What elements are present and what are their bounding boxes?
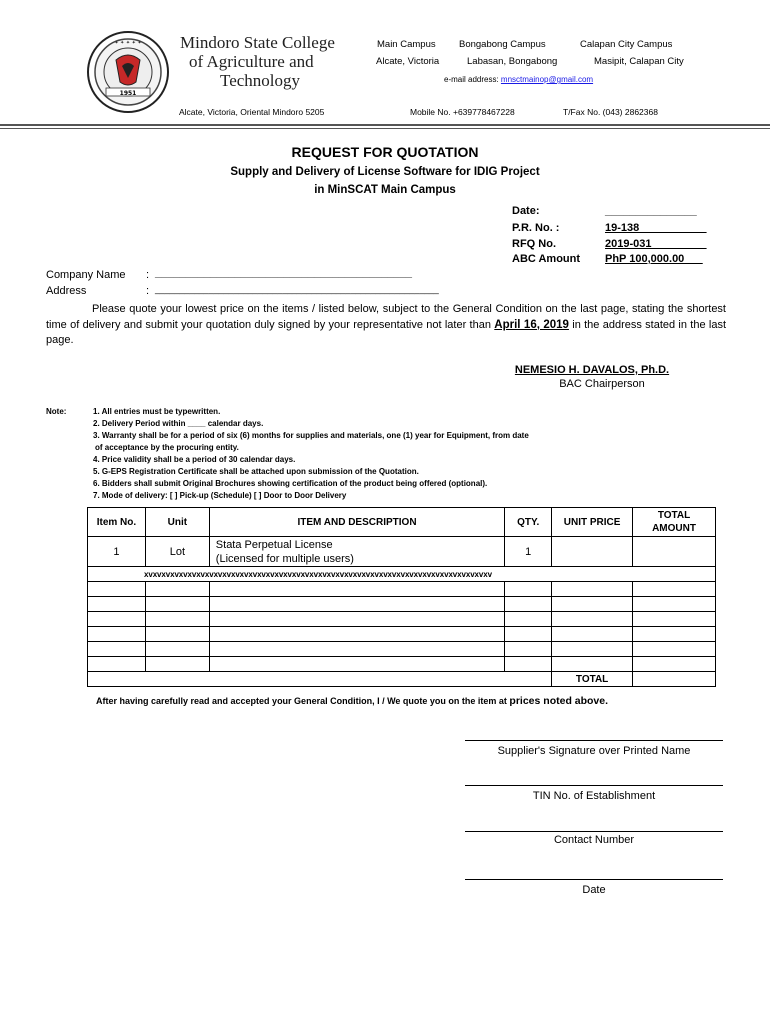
college-name-line1: Mindoro State College (180, 33, 335, 52)
note-item: 3. Warranty shall be for a period of six (6) months for supplies and materials, one (1) year for Equipment, from date (93, 431, 529, 440)
svg-text:✦ ✦ ✦ ✦ ✦: ✦ ✦ ✦ ✦ ✦ (114, 40, 142, 46)
college-name (180, 33, 335, 90)
note-item: 1. All entries must be typewritten. (93, 407, 221, 416)
note-item: 4. Price validity shall be a period of 30 calendar days. (93, 455, 296, 464)
table-header-row (88, 508, 716, 537)
cell-description (209, 537, 504, 567)
col-header-unit-price: UNIT PRICE (552, 508, 633, 537)
note-item: of acceptance by the procuring entity. (95, 443, 239, 452)
abc-amount-value: PhP 100,000.00___ (605, 253, 703, 265)
campus-bongabong-name: Bongabong Campus (459, 39, 546, 50)
address-label: Address (46, 285, 87, 297)
quotation-table (87, 507, 716, 687)
note-item: 5. G-EPS Registration Certificate shall be attached upon submission of the Quotation. (93, 467, 419, 476)
document-title: REQUEST FOR QUOTATION (291, 144, 479, 160)
col-header-item-no: Item No. (88, 508, 146, 537)
college-address: Alcate, Victoria, Oriental Mindoro 5205 (179, 107, 325, 117)
document-subtitle-line2: in MinSCAT Main Campus (314, 184, 456, 196)
telfax-number: T/Fax No. (043) 2862368 (563, 107, 658, 117)
description-line2: (Licensed for multiple users) (215, 552, 354, 565)
campus-main-name: Main Campus (377, 39, 436, 50)
table-row (88, 582, 716, 597)
mobile-number: Mobile No. +639778467228 (410, 107, 515, 117)
description-line1: Stata Perpetual License (215, 538, 333, 551)
email-link[interactable]: mnsctmainop@gmail.com (500, 75, 594, 84)
campus-calapan-name: Calapan City Campus (580, 39, 673, 50)
col-header-unit: Unit (145, 508, 209, 537)
logo-year: 1951 (119, 90, 137, 97)
acceptance-text-end: prices noted above. (509, 695, 609, 707)
instructions-text: Please quote your lowest price on the items / listed below, subject to the General Condition on the last page, stating the shortest time of delivery and submit your quotation duly signed by your representative not later than (46, 303, 726, 331)
notes-list (93, 406, 693, 502)
deadline-date: April 16, 2019 (494, 318, 569, 331)
supplier-signature-label: Supplier's Signature over Printed Name (497, 745, 691, 757)
bac-chair-name: NEMESIO H. DAVALOS, Ph.D. (514, 364, 670, 376)
table-row (88, 612, 716, 627)
col-header-total-amount: TOTAL AMOUNT (633, 508, 716, 537)
campus-bongabong-location: Labasan, Bongabong (467, 56, 558, 67)
cell-total[interactable] (633, 537, 716, 567)
contact-number-label: Contact Number (553, 834, 635, 846)
abc-amount-label: ABC Amount (512, 253, 581, 265)
email-row (444, 75, 593, 84)
instructions-text-end: in the address stated in the last page. (46, 318, 727, 346)
college-seal-logo (86, 30, 170, 114)
date-signature-label: Date (582, 884, 606, 896)
table-row (88, 537, 716, 567)
header-divider-thin (0, 128, 770, 129)
campus-calapan-location: Masipit, Calapan City (594, 56, 684, 67)
table-row (88, 657, 716, 672)
total-label: TOTAL (552, 672, 633, 687)
table-row (88, 627, 716, 642)
pr-no-value: 19-138___________ (605, 222, 707, 234)
email-label: e-mail address: (444, 75, 499, 84)
date-value: _______________ (605, 205, 697, 217)
table-total-row (88, 672, 716, 687)
company-name-colon: : (146, 269, 150, 281)
notes-label: Note: (46, 407, 67, 416)
cell-qty: 1 (505, 537, 552, 567)
cell-item-no: 1 (88, 537, 146, 567)
grand-total-cell[interactable] (633, 672, 716, 687)
cell-unit: Lot (145, 537, 209, 567)
date-line[interactable] (465, 879, 723, 880)
table-row (88, 597, 716, 612)
note-item: 6. Bidders shall submit Original Brochures showing certification of the product being offered (optional). (93, 479, 488, 488)
college-name-line2: of Agriculture and (189, 52, 314, 71)
date-label: Date: (512, 205, 540, 217)
supplier-signature-line[interactable] (465, 740, 723, 741)
table-row (88, 642, 716, 657)
document-subtitle-line1: Supply and Delivery of License Software for IDIG Project (230, 166, 540, 178)
campus-main-location: Alcate, Victoria (376, 56, 440, 67)
col-header-qty: QTY. (505, 508, 552, 537)
contact-number-line[interactable] (465, 831, 723, 832)
company-name-label: Company Name (46, 269, 126, 281)
bac-chair-title: BAC Chairperson (559, 378, 645, 390)
cell-unit-price[interactable] (552, 537, 633, 567)
rfq-no-value: 2019-031_________ (605, 238, 707, 250)
rfq-no-label: RFQ No. (512, 238, 556, 250)
pr-no-label: P.R. No. : (512, 222, 560, 234)
note-item: 2. Delivery Period within ____ calendar days. (93, 419, 264, 428)
header-divider (0, 124, 770, 126)
acceptance-text: After having carefully read and accepted your General Condition, I / We quote you on the item at (96, 696, 507, 706)
college-name-line3: Technology (220, 71, 301, 90)
address-field[interactable]: __________________________________________________________ (155, 284, 439, 294)
table-filler-row (88, 567, 716, 582)
address-colon: : (146, 285, 150, 297)
instructions-paragraph (46, 302, 726, 349)
company-name-field[interactable]: __________________________________________ (155, 267, 412, 279)
tin-label: TIN No. of Establishment (532, 790, 656, 802)
filler-text: xvxvxvxvxvxvxvxvxvxvxvxvxvxvxvxvxvxvxvxvxvxvxvxvxvxvxvxvxvxvxvxvxvxvxvxvxvxvxvxv (88, 567, 716, 582)
col-header-description: ITEM AND DESCRIPTION (209, 508, 504, 537)
note-item: 7. Mode of delivery: [ ] Pick-up (Schedule) [ ] Door to Door Delivery (93, 491, 347, 500)
tin-line[interactable] (465, 785, 723, 786)
acceptance-statement (96, 695, 608, 707)
